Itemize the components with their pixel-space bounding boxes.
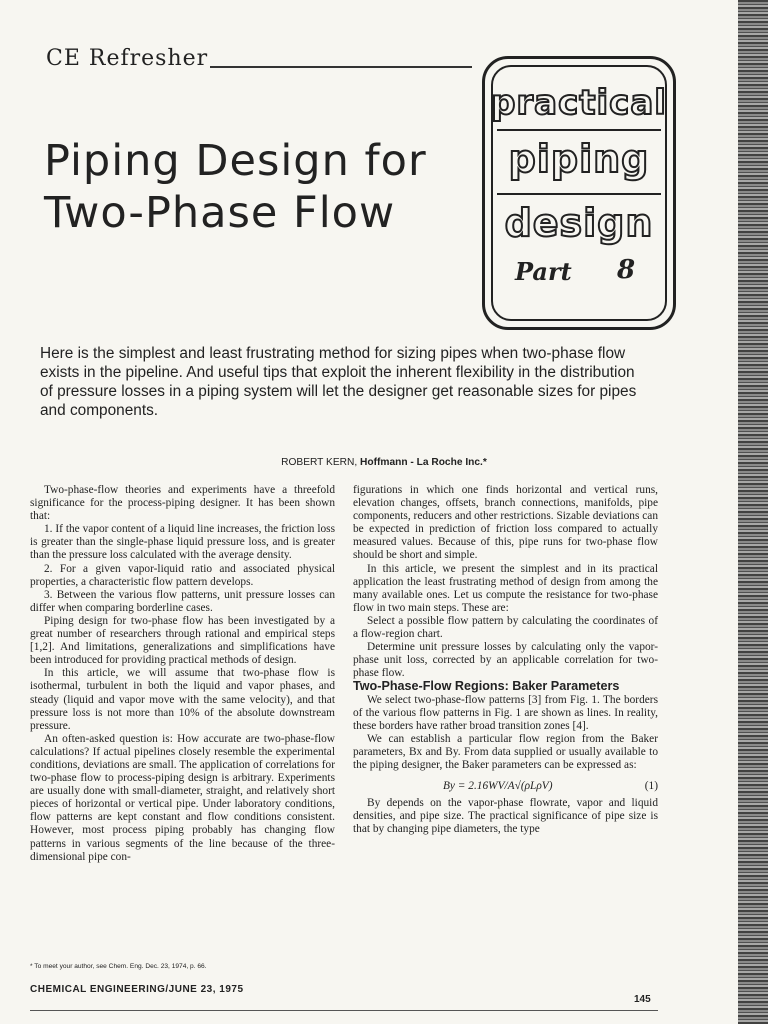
- body-paragraph: In this article, we will assume that two-phase flow is isothermal, turbulent in both the liquid and vapor phases, and steady (liquid and vapor move with the same velocity), and that pressure loss is not more than 10% of the absolute downstream pressure.: [30, 667, 335, 732]
- page-number: 145: [634, 994, 651, 1005]
- section-subheading: Two-Phase-Flow Regions: Baker Parameters: [353, 679, 620, 694]
- badge-word-practical: practical: [491, 83, 667, 123]
- badge-word-design: design: [504, 201, 654, 245]
- section-rule: [210, 66, 472, 68]
- page-binding-edge: [738, 0, 768, 1024]
- equation-number: (1): [644, 780, 658, 793]
- body-paragraph: An often-asked question is: How accurate are two-phase-flow calculations? If actual pipelines closely resemble the experimental conditions, deviations are small. The application of correlations for two-phase flow to process-piping design is arbitrary. Experiments are usually done with small-diameter, straight, and relatively short pieces of horizontal or vertical pipe. Under laboratory conditions, flow patterns are kept constant and flow conditions consistent. However, most process piping probably has changing flow patterns in various segments of the line because of the three-dimensional pipe con-: [30, 732, 335, 863]
- series-badge: [482, 56, 676, 330]
- body-paragraph: Select a possible flow pattern by calculating the coordinates of a flow-region chart.: [353, 614, 658, 641]
- bottom-rule: [30, 1010, 658, 1011]
- body-paragraph: 3. Between the various flow patterns, unit pressure losses can differ when comparing borderline cases.: [30, 588, 335, 614]
- article-deck: Here is the simplest and least frustrating method for sizing pipes when two-phase flow exists in the pipeline. And useful tips that exploit the inherent flexibility in the distribution of pressure losses in a piping system will let the designer get reasonable sizes for pipes and components.: [40, 345, 637, 419]
- author-name: ROBERT KERN,: [281, 457, 358, 468]
- journal-footer: CHEMICAL ENGINEERING/JUNE 23, 1975: [30, 984, 244, 995]
- section-label: CE Refresher: [46, 46, 209, 71]
- badge-part-label: Part: [515, 257, 572, 286]
- body-paragraph: figurations in which one finds horizontal and vertical runs, elevation changes, offsets, branch connections, manifolds, pipe components, reducers and other restrictions. Sizable deviations can be expected in prediction of friction loss compared to actually measured values. Because of this, pipe runs for two-phase flow should be short and simple.: [353, 484, 658, 562]
- title-line-2: Two-Phase Flow: [44, 188, 396, 238]
- author-affiliation: Hoffmann - La Roche Inc.*: [360, 457, 487, 468]
- badge-word-piping: piping: [508, 137, 650, 181]
- badge-part-number: 8: [617, 255, 636, 285]
- body-paragraph: We select two-phase-flow patterns [3] from Fig. 1. The borders of the various flow patterns in Fig. 1 are shown as lines. In reality, these borders have rather broad transition zones [4].: [353, 693, 658, 732]
- body-paragraph: We can establish a particular flow region from the Baker parameters, Bx and By. From data supplied or usually available to the piping designer, the Baker parameters can be expressed as:: [353, 732, 658, 771]
- equation-expression: By = 2.16WV/A√(ρLρV): [443, 780, 553, 793]
- body-column-right: [353, 484, 658, 836]
- equation-1: [353, 780, 658, 793]
- body-paragraph: Determine unit pressure losses by calculating only the vapor-phase unit loss, corrected by an applicable correlation for two-phase flow.: [353, 641, 658, 680]
- body-paragraph: In this article, we present the simplest and in its practical application the least frustrating method of design from among the many available ones. Let us compute the resistance for two-phase flow in two main steps. These are:: [353, 562, 658, 614]
- author-footnote: * To meet your author, see Chem. Eng. Dec. 23, 1974, p. 66.: [30, 963, 207, 970]
- body-paragraph: Two-phase-flow theories and experiments have a threefold significance for the process-piping designer. It has been shown that:: [30, 484, 335, 523]
- title-line-1: Piping Design for: [44, 136, 427, 186]
- badge-rule: [497, 129, 661, 131]
- body-paragraph: Piping design for two-phase flow has been investigated by a great number of researchers through rational and empirical steps [1,2]. And limitations, generalizations and simplifications have been introduced for providing practical methods of design.: [30, 614, 335, 667]
- badge-rule: [497, 193, 661, 195]
- body-column-left: [30, 484, 335, 864]
- byline: [0, 457, 768, 468]
- body-paragraph: By depends on the vapor-phase flowrate, vapor and liquid densities, and pipe size. The practical significance of pipe size is that by changing pipe diameters, the type: [353, 797, 658, 836]
- article-title: [44, 135, 427, 239]
- body-paragraph: 2. For a given vapor-liquid ratio and associated physical properties, a characteristic flow pattern develops.: [30, 562, 335, 588]
- body-paragraph: 1. If the vapor content of a liquid line increases, the friction loss is greater than the single-phase liquid pressure loss, and is greater than the pressure loss calculated with the average density.: [30, 523, 335, 562]
